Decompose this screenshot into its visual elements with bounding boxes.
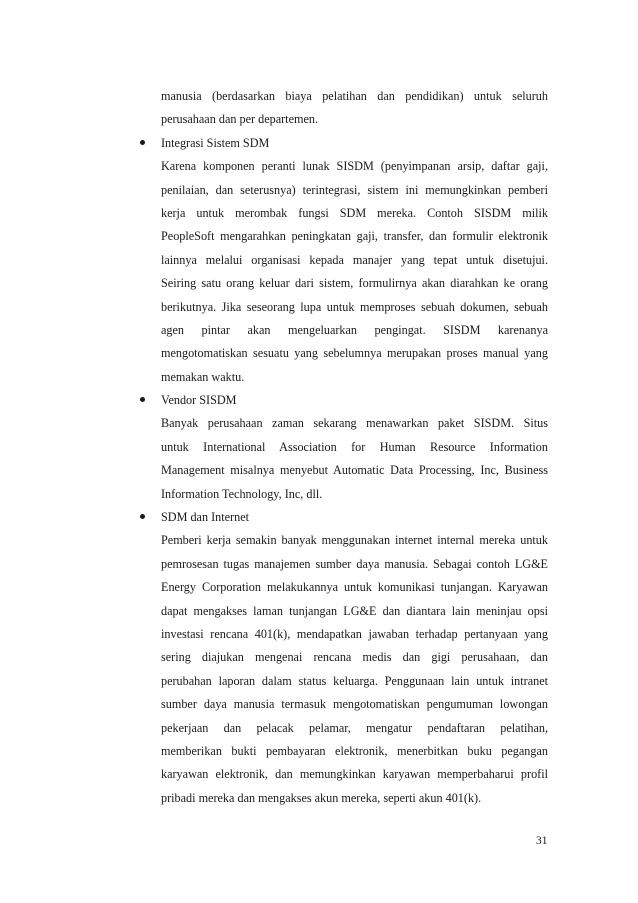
paragraph-line: Information Technology, Inc, dll. bbox=[161, 486, 323, 501]
section-heading-row bbox=[161, 132, 548, 155]
paragraph-line: penilaian, dan seterusnya) terintegrasi, sistem ini memungkinkan pemberi bbox=[161, 182, 548, 197]
paragraph-line: kerja untuk merombak fungsi SDM mereka. Contoh SISDM milik bbox=[161, 205, 548, 220]
section-sdm-internet bbox=[161, 506, 548, 810]
section-heading-row bbox=[161, 506, 548, 529]
paragraph-line: investasi rencana 401(k), mendapatkan jawaban terhadap pertanyaan yang bbox=[161, 626, 548, 641]
bullet-icon bbox=[140, 140, 145, 145]
paragraph-line: mengotomatiskan sesuatu yang sebelumnya merupakan proses manual yang bbox=[161, 346, 548, 361]
paragraph-line: Energy Corporation melakukannya untuk komunikasi tunjangan. Karyawan bbox=[161, 580, 548, 595]
section-heading-row bbox=[161, 389, 548, 412]
paragraph-line: sering diajukan mengenai rencana medis dan gigi perusahaan, dan bbox=[161, 650, 548, 665]
section-heading: SDM dan Internet bbox=[161, 510, 250, 525]
intro-line: manusia (berdasarkan biaya pelatihan dan pendidikan) untuk seluruh bbox=[161, 89, 548, 103]
section-heading: Vendor SISDM bbox=[161, 393, 237, 408]
paragraph-line: Karena komponen peranti lunak SISDM (penyimpanan arsip, daftar gaji, bbox=[161, 159, 548, 174]
paragraph-line: memberikan bukti pembayaran elektronik, menerbitkan buku pegangan bbox=[161, 743, 548, 758]
page-number: 31 bbox=[536, 835, 548, 847]
paragraph-line: pekerjaan dan pelacak pelamar, mengatur pendaftaran pelatihan, bbox=[161, 720, 548, 735]
section-heading: Integrasi Sistem SDM bbox=[161, 135, 270, 150]
paragraph-line: dapat mengakses laman tunjangan LG&E dan diantara lain meninjau opsi bbox=[161, 603, 548, 618]
paragraph-line: Seiring satu orang keluar dari sistem, formulirnya akan diarahkan ke orang bbox=[161, 276, 548, 291]
bullet-icon bbox=[140, 397, 145, 402]
paragraph-line: Banyak perusahaan zaman sekarang menawarkan paket SISDM. Situs bbox=[161, 416, 548, 431]
paragraph-line: PeopleSoft mengarahkan peningkatan gaji, transfer, dan formulir elektronik bbox=[161, 229, 548, 244]
paragraph-line: untuk International Association for Human Resource Information bbox=[161, 439, 548, 454]
paragraph-line: berikutnya. Jika seseorang lupa untuk memproses sebuah dokumen, sebuah bbox=[161, 299, 548, 314]
paragraph-line: memakan waktu. bbox=[161, 369, 245, 384]
section-vendor bbox=[161, 389, 548, 506]
paragraph-line: perubahan laporan dalam status keluarga. Penggunaan lain untuk intranet bbox=[161, 673, 548, 688]
paragraph-line: Pemberi kerja semakin banyak menggunakan internet internal mereka untuk bbox=[161, 533, 548, 548]
intro-line: perusahaan dan per departemen. bbox=[161, 112, 319, 127]
paragraph-line: sumber daya manusia termasuk mengotomatiskan pengumuman lowongan bbox=[161, 697, 548, 712]
section-integrasi bbox=[161, 132, 548, 389]
bullet-icon bbox=[140, 514, 145, 519]
paragraph-line: Management misalnya menyebut Automatic Data Processing, Inc, Business bbox=[161, 463, 548, 478]
paragraph-line: agen pintar akan mengeluarkan pengingat. SISDM karenanya bbox=[161, 322, 548, 337]
paragraph-line: pemrosesan tugas manajemen sumber daya manusia. Sebagai contoh LG&E bbox=[161, 556, 548, 571]
paragraph-line: karyawan elektronik, dan memungkinkan karyawan memperbaharui profil bbox=[161, 767, 548, 782]
paragraph-line: pribadi mereka dan mengakses akun mereka, seperti akun 401(k). bbox=[161, 790, 482, 805]
page-body bbox=[161, 85, 548, 810]
paragraph-line: lainnya melalui organisasi kepada manajer yang tepat untuk disetujui. bbox=[161, 252, 548, 267]
